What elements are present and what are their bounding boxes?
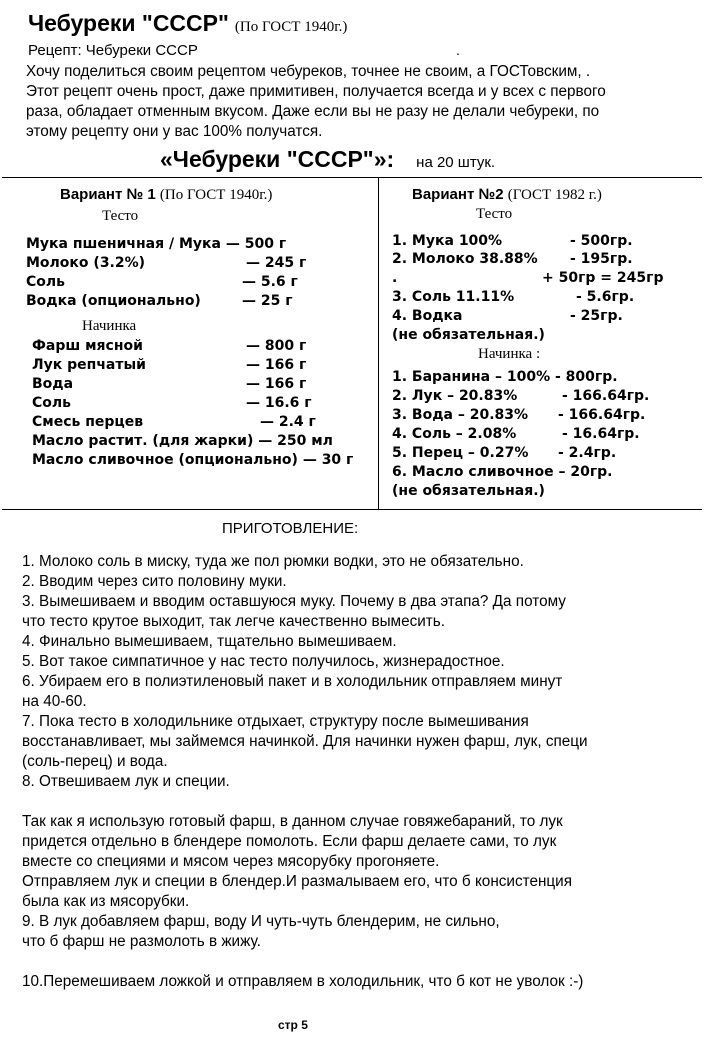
preparation-line: 10.Перемешиваем ложкой и отправляем в холодильник, что б кот не уволок :-) [22, 973, 584, 990]
preparation-steps [22, 552, 588, 992]
variant2-title [412, 186, 602, 204]
variant1-title-note: (По ГОСТ 1940г.) [159, 187, 273, 203]
preparation-line: 6. Убираем его в полиэтиленовый пакет и в холодильник отправляем минут [22, 673, 563, 690]
preparation-line: 5. Вот такое симпатичное у нас тесто получилось, жизнерадостное. [22, 653, 505, 670]
page-number: стр 5 [278, 1018, 308, 1032]
intro-line: раза, обладает отменным вкусом. Даже если вы не разу не делали чебуреки, по [26, 103, 600, 120]
variant1-dough-item: Мука пшеничная / Мука — 500 г [26, 236, 287, 252]
variant2-filling-item: 5. Перец – 0.27% - 2.4гр. [392, 445, 617, 461]
intro-line: Этот рецепт очень прост, даже примитивен, получается всегда и у всех с первого [26, 83, 606, 100]
variant1-filling-item: Смесь перцев — 2.4 г [32, 414, 316, 430]
variant2-filling-item: 6. Масло сливочное – 20гр. [392, 464, 613, 480]
preparation-line: что тесто крутое выходит, так легче качественно вымесить. [22, 613, 446, 630]
variant2-dough-item: 2. Молоко 38.88% - 195гр. [392, 251, 633, 267]
recipe-heading-text: «Чебуреки "СССР"»: [160, 146, 395, 172]
preparation-line [22, 952, 588, 972]
table-column-divider [378, 177, 379, 509]
variant2-dough-label: Тесто [476, 206, 513, 222]
table-bottom-border [2, 509, 702, 510]
title-note: (По ГОСТ 1940г.) [234, 19, 348, 35]
variant2-filling-item: 4. Соль – 2.08% - 16.64гр. [392, 426, 640, 442]
preparation-line: 8. Отвешиваем лук и специи. [22, 773, 230, 790]
variant1-filling-item: Масло растит. (для жарки) — 250 мл [32, 433, 333, 449]
preparation-line: 4. Финально вымешиваем, тщательно вымешиваем. [22, 633, 397, 650]
preparation-line: Отправляем лук и специи в блендер.И размалываем его, что б консистенция [22, 873, 572, 890]
intro-line: этому рецепту они у вас 100% получатся. [26, 123, 323, 140]
table-top-border [2, 177, 702, 178]
variant2-title-note: (ГОСТ 1982 г.) [507, 187, 602, 203]
variant2-dough-item: (не обязательная.) [392, 327, 545, 343]
variant1-filling-label: Начинка [82, 318, 137, 334]
preparation-line: восстанавливает, мы займемся начинкой. Для начинки нужен фарш, лук, специ [22, 733, 588, 750]
preparation-line [22, 792, 588, 812]
variant1-dough-item: Соль — 5.6 г [26, 274, 298, 290]
preparation-title: ПРИГОТОВЛЕНИЕ: [222, 520, 359, 537]
preparation-line: 2. Вводим через сито половину муки. [22, 573, 287, 590]
variant1-filling-item: Соль — 16.6 г [32, 395, 312, 411]
variant2-filling-item: 3. Вода – 20.83% - 166.64гр. [392, 407, 646, 423]
variant1-dough-label: Тесто [102, 208, 139, 224]
intro-line: Хочу поделиться своим рецептом чебуреков, точнее не своим, а ГОСТовским, . [26, 63, 591, 80]
variant2-title-text: Вариант №2 [412, 186, 504, 203]
variant2-filling-label: Начинка : [478, 346, 541, 362]
variant2-filling-item: (не обязательная.) [392, 483, 545, 499]
variant1-dough-item: Молоко (3.2%) — 245 г [26, 255, 307, 271]
recipe-heading-count: на 20 штук. [416, 154, 496, 171]
variant2-dough-item: 1. Мука 100% - 500гр. [392, 233, 633, 249]
variant1-filling-item: Вода — 166 г [32, 376, 307, 392]
variant1-filling-item: Масло сливочное (опционально) — 30 г [32, 452, 354, 468]
variant2-dough-item: 4. Водка - 25гр. [392, 308, 623, 324]
preparation-line: что б фарш не размолоть в жижу. [22, 933, 261, 950]
variant2-filling-item: 2. Лук – 20.83% - 166.64гр. [392, 388, 650, 404]
variant2-dough-item: 3. Соль 11.11% - 5.6гр. [392, 289, 635, 305]
preparation-line: была как из мясорубки. [22, 893, 190, 910]
variant1-filling-item: Фарш мясной — 800 г [32, 338, 307, 354]
recipe-heading [160, 146, 495, 173]
recipe-line: Рецепт: Чебуреки СССР [28, 42, 198, 59]
preparation-line: придется отдельно в блендере помолоть. Если фарш делаете сами, то лук [22, 833, 557, 850]
preparation-line: 9. В лук добавляем фарш, воду И чуть-чуть блендерим, не сильно, [22, 913, 500, 930]
variant1-dough-item: Водка (опционально) — 25 г [26, 293, 293, 309]
variant2-dough-item: . + 50гр = 245гр [392, 270, 664, 286]
preparation-line: 3. Вымешиваем и вводим оставшуюся муку. Почему в два этапа? Да потому [22, 593, 566, 610]
preparation-line: 7. Пока тесто в холодильнике отдыхает, структуру после вымешивания [22, 713, 529, 730]
variant1-title [60, 186, 272, 204]
preparation-line: 1. Молоко соль в миску, туда же пол рюмки водки, это не обязательно. [22, 553, 524, 570]
preparation-line: Так как я использую готовый фарш, в данном случае говяжебараний, то лук [22, 813, 563, 830]
variant2-filling-item: 1. Баранина – 100% - 800гр. [392, 369, 618, 385]
recipe-dot: . [456, 42, 460, 58]
preparation-line: (соль-перец) и вода. [22, 753, 168, 770]
variant1-filling-item: Лук репчатый — 166 г [32, 357, 307, 373]
title-text: Чебуреки "СССР" [28, 10, 229, 36]
intro-paragraph [26, 62, 606, 142]
variant1-title-text: Вариант № 1 [60, 186, 156, 203]
preparation-line: на 40-60. [22, 693, 87, 710]
page-title [28, 10, 347, 37]
preparation-line: вместе со специями и мясом через мясорубку прогоняете. [22, 853, 440, 870]
